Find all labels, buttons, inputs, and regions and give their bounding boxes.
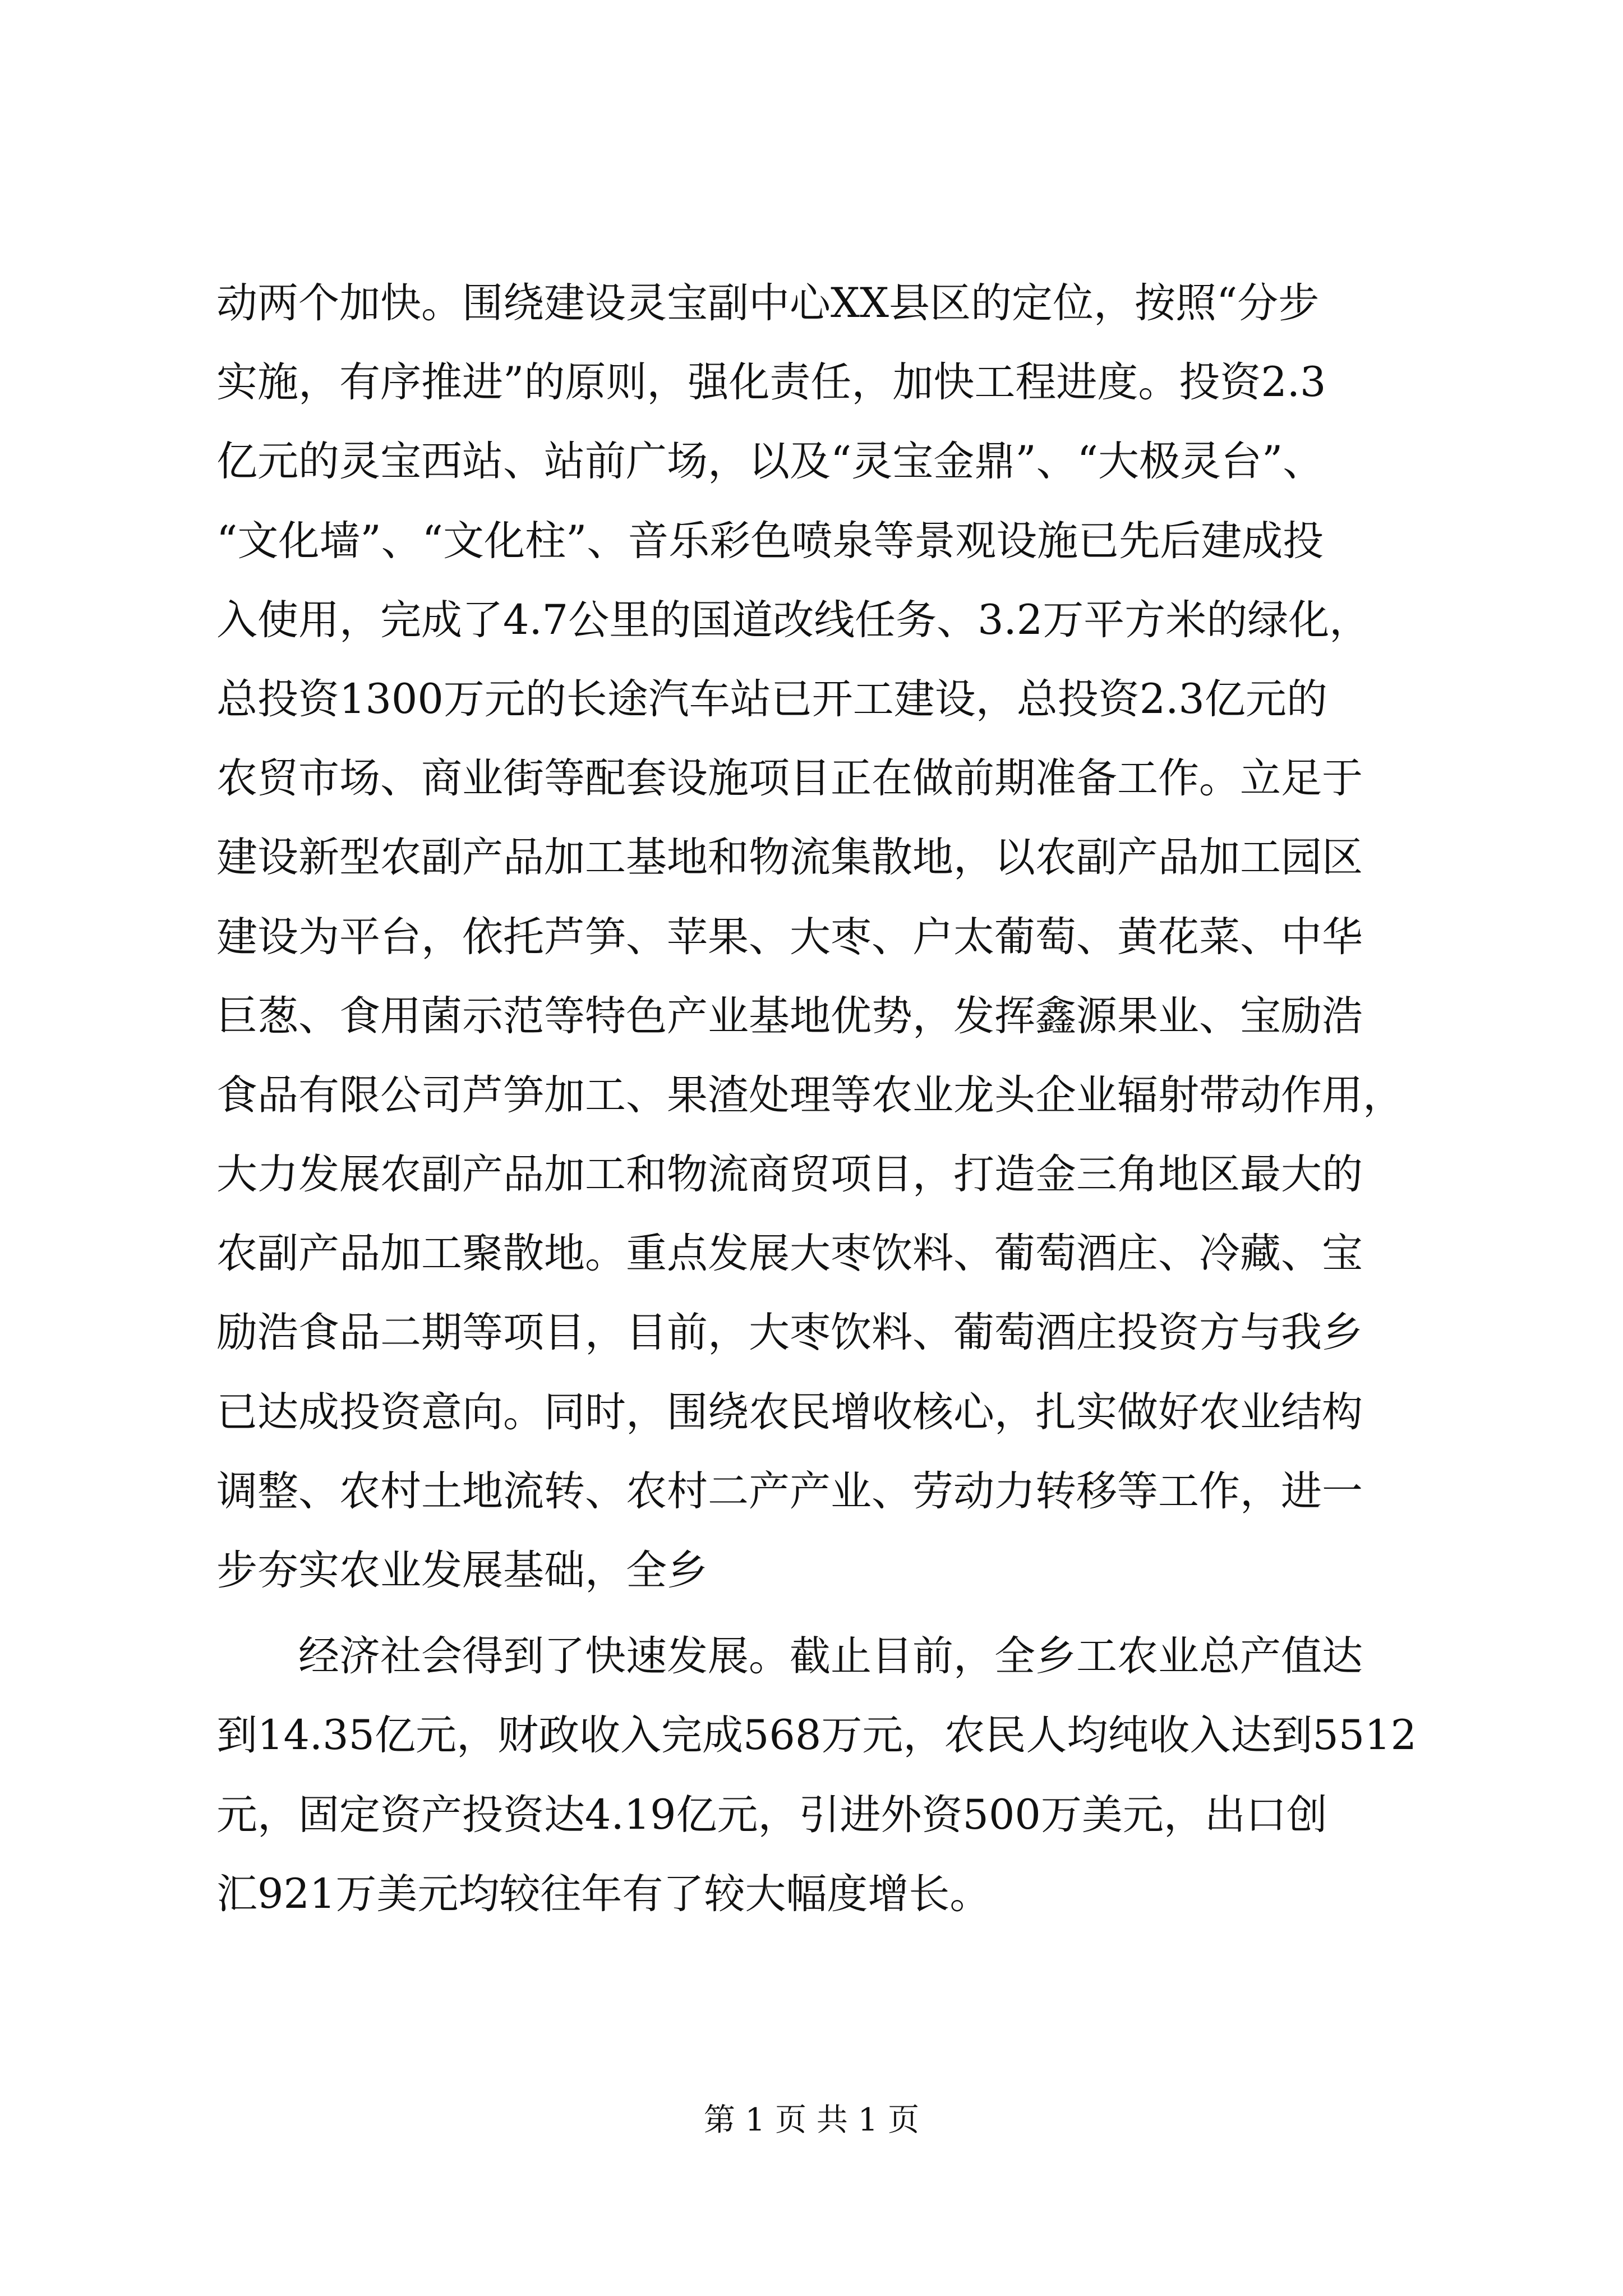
paragraph-line: 总投资1300万元的长途汽车站已开工建设，总投资2.3亿元的 (216, 675, 1327, 723)
paragraph-line: 亿元的灵宝西站、站前广场，以及“灵宝金鼎”、“大极灵台”、 (216, 438, 1324, 486)
paragraph-line: 已达成投资意向。同时，围绕农民增收核心，扎实做好农业结构 (216, 1388, 1363, 1436)
paragraph-line: 步夯实农业发展基础，全乡 (216, 1547, 708, 1594)
paragraph-1 (216, 264, 1417, 1610)
paragraph-line: 农贸市场、商业街等配套设施项目正在做前期准备工作。立足于 (216, 754, 1363, 803)
paragraph-2 (216, 1617, 1417, 1934)
paragraph-line: 建设为平台，依托芦笋、苹果、大枣、户太葡萄、黄花菜、中华 (216, 913, 1363, 961)
paragraph-line: 巨葱、食用菌示范等特色产业基地优势，发挥鑫源果业、宝励浩 (216, 992, 1363, 1040)
paragraph-line: 入使用，完成了4.7公里的国道改线任务、3.2万平方米的绿化， (216, 596, 1371, 644)
body-text (216, 264, 1417, 1934)
paragraph-line: 到14.35亿元，财政收入完成568万元，农民人均纯收入达到5512 (216, 1711, 1417, 1760)
paragraph-line: 励浩食品二期等项目，目前，大枣饮料、葡萄酒庄投资方与我乡 (216, 1309, 1363, 1357)
paragraph-line: 食品有限公司芦笋加工、果渣处理等农业龙头企业辐射带动作用， (216, 1071, 1404, 1119)
paragraph-line: 实施，有序推进”的原则，强化责任，加快工程进度。投资2.3 (216, 358, 1326, 407)
paragraph-line: 元，固定资产投资达4.19亿元，引进外资500万美元，出口创 (216, 1791, 1327, 1839)
page-number-label: 第 1 页 共 1 页 (703, 2102, 920, 2138)
paragraph-line: 调整、农村土地流转、农村二产产业、劳动力转移等工作，进一 (216, 1467, 1363, 1515)
paragraph-line: 农副产品加工聚散地。重点发展大枣饮料、葡萄酒庄、冷藏、宝 (216, 1230, 1363, 1278)
page-footer (0, 2098, 1623, 2143)
paragraph-line: “文化墙”、“文化柱”、音乐彩色喷泉等景观设施已先后建成投 (216, 517, 1324, 565)
paragraph-line: 动两个加快。围绕建设灵宝副中心XX县区的定位，按照“分步 (216, 279, 1320, 327)
paragraph-line: 汇921万美元均较往年有了较大幅度增长。 (216, 1870, 991, 1918)
paragraph-line: 建设新型农副产品加工基地和物流集散地，以农副产品加工园区 (216, 834, 1363, 882)
paragraph-first-line: 经济社会得到了快速发展。截止目前，全乡工农业总产值达 (298, 1632, 1363, 1681)
paragraph-line: 大力发展农副产品加工和物流商贸项目，打造金三角地区最大的 (216, 1151, 1363, 1199)
